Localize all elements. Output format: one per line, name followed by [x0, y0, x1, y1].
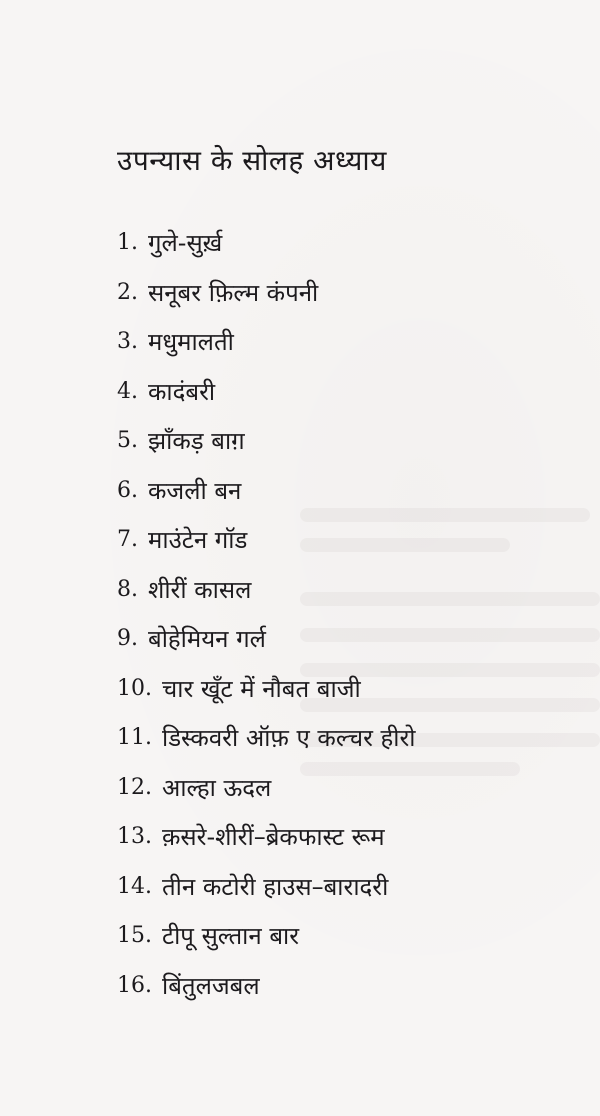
- chapter-number: 3.: [117, 329, 138, 355]
- chapter-number: 12.: [117, 774, 152, 800]
- chapter-title: बोहेमियन गर्ल: [148, 625, 266, 654]
- chapter-title: तीन कटोरी हाउस–बारादरी: [162, 872, 389, 901]
- chapter-title: सनूबर फ़िल्म कंपनी: [148, 278, 319, 307]
- chapter-item: [117, 317, 416, 367]
- chapter-number: 15.: [117, 923, 152, 949]
- chapter-item: [117, 466, 416, 516]
- chapter-number: 11.: [117, 725, 152, 751]
- chapter-number: 1.: [117, 230, 138, 256]
- chapter-item: [117, 565, 416, 615]
- chapter-title: कजली बन: [148, 476, 242, 505]
- chapter-number: 7.: [117, 527, 138, 553]
- chapter-list: [117, 218, 416, 1010]
- chapter-item: [117, 268, 416, 318]
- chapter-title: झाँकड़ बाग़: [148, 427, 245, 456]
- chapter-item: [117, 862, 416, 912]
- chapter-number: 4.: [117, 378, 138, 404]
- page-title: उपन्यास के सोलह अध्याय: [117, 144, 387, 177]
- chapter-number: 2.: [117, 279, 138, 305]
- chapter-number: 5.: [117, 428, 138, 454]
- chapter-title: माउंटेन गॉड: [148, 526, 248, 555]
- chapter-number: 10.: [117, 675, 152, 701]
- chapter-item: [117, 713, 416, 763]
- chapter-number: 8.: [117, 576, 138, 602]
- chapter-item: [117, 812, 416, 862]
- chapter-item: [117, 515, 416, 565]
- chapter-number: 6.: [117, 477, 138, 503]
- chapter-item: [117, 367, 416, 417]
- chapter-number: 14.: [117, 873, 152, 899]
- chapter-title: टीपू सुल्तान बार: [162, 922, 300, 951]
- chapter-title: चार खूँट में नौबत बाजी: [162, 674, 361, 703]
- chapter-title: बिंतुलजबल: [162, 971, 260, 1000]
- chapter-item: [117, 763, 416, 813]
- chapter-title: क़सरे-शीरीं–ब्रेकफास्ट रूम: [162, 823, 385, 852]
- chapter-title: कादंबरी: [148, 377, 216, 406]
- chapter-title: आल्हा ऊदल: [162, 773, 272, 802]
- chapter-title: मधुमालती: [148, 328, 234, 357]
- chapter-number: 13.: [117, 824, 152, 850]
- chapter-item: [117, 961, 416, 1011]
- chapter-item: [117, 218, 416, 268]
- chapter-item: [117, 416, 416, 466]
- chapter-number: 16.: [117, 972, 152, 998]
- chapter-title: शीरीं कासल: [148, 575, 252, 604]
- chapter-item: [117, 664, 416, 714]
- chapter-item: [117, 911, 416, 961]
- chapter-item: [117, 614, 416, 664]
- chapter-number: 9.: [117, 626, 138, 652]
- chapter-title: गुले-सुर्ख़: [148, 229, 223, 258]
- chapter-title: डिस्कवरी ऑफ़ ए कल्चर हीरो: [162, 724, 416, 753]
